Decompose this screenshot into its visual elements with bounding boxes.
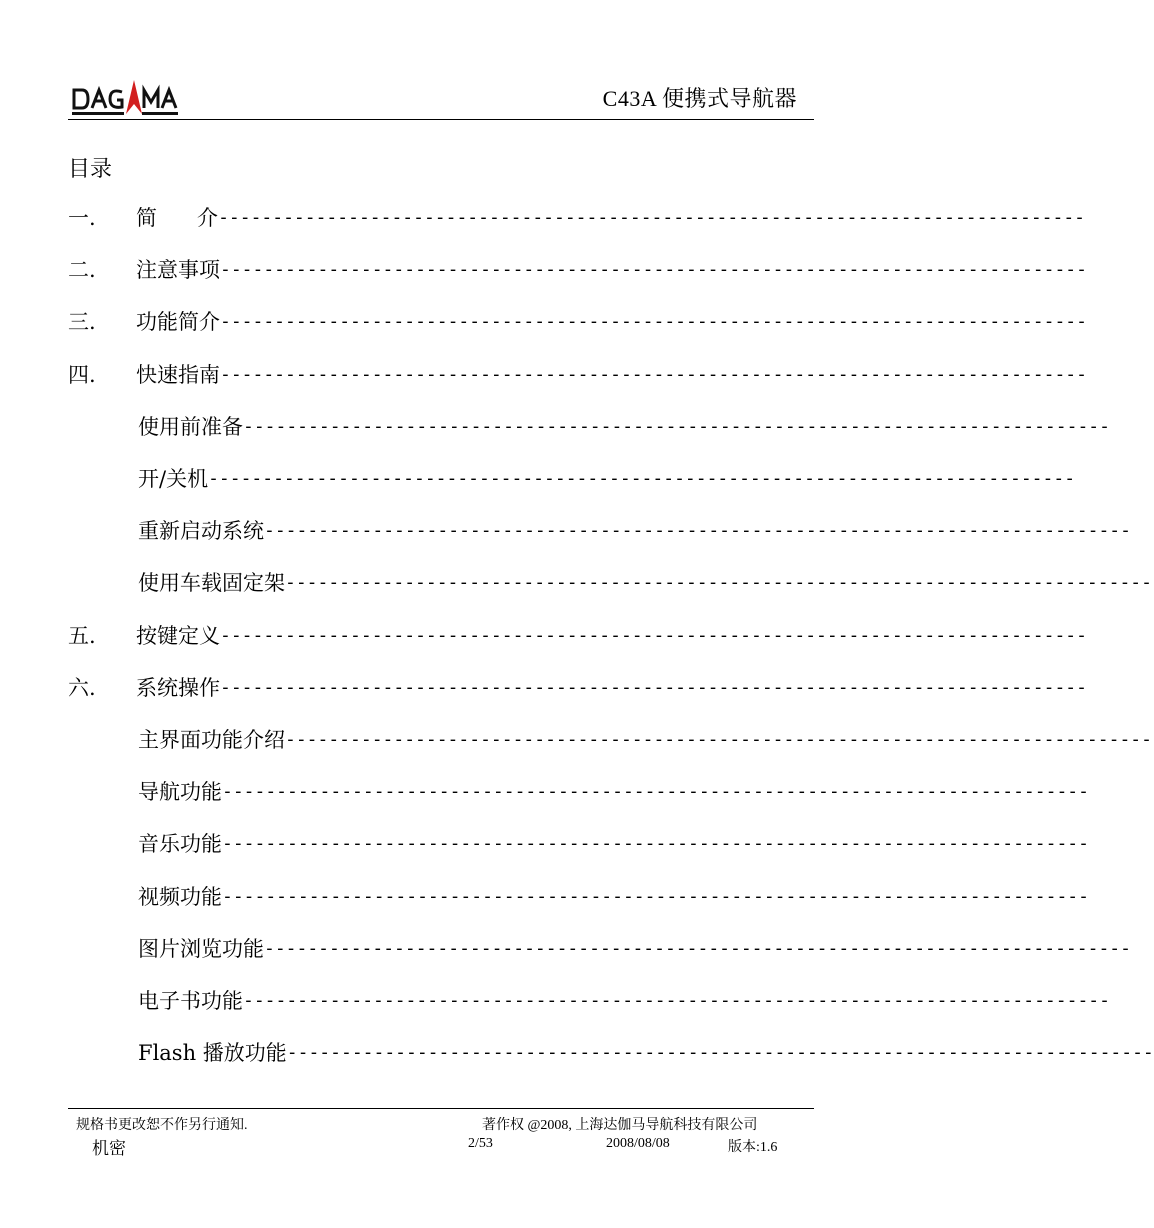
toc-leader-dashes: -------------------------------------------------------------------------------- — [220, 363, 1087, 385]
toc-entry-title: 简 介 — [136, 206, 219, 230]
toc-entry — [68, 463, 1076, 493]
toc-leader-dashes: -------------------------------------------------------------------------------- — [220, 676, 1087, 698]
toc-entry-number: 六. — [68, 676, 96, 700]
toc-entry — [68, 672, 1087, 702]
toc-entry-title: 功能简介 — [136, 310, 220, 334]
toc-leader-dashes: -------------------------------------------------------------------------------- — [220, 310, 1087, 332]
toc-entry — [68, 985, 1110, 1015]
toc-entry-number: 一. — [68, 206, 96, 230]
toc-entry — [68, 202, 1086, 232]
toc-entry — [68, 933, 1131, 963]
footer-confidential: 机密 — [92, 1139, 126, 1158]
toc-leader-dashes: -------------------------------------------------------------------------------- — [285, 728, 1152, 750]
footer-copyright: 著作权 @2008, 上海达伽马导航科技有限公司 — [482, 1118, 758, 1133]
toc-entry-number: 二. — [68, 258, 96, 282]
toc-entry-title: 电子书功能 — [138, 989, 243, 1013]
toc-entry — [68, 828, 1089, 858]
toc-entry-title: 注意事项 — [136, 258, 220, 282]
toc-leader-dashes: -------------------------------------------------------------------------------- — [264, 519, 1131, 541]
toc-entry — [68, 254, 1087, 284]
document-title: C43A 便携式导航器 — [602, 86, 797, 111]
footer-version: 版本:1.6 — [728, 1140, 778, 1155]
footer-date: 2008/08/08 — [606, 1136, 670, 1151]
toc-entry — [68, 881, 1089, 911]
toc-entry-title: 系统操作 — [136, 676, 220, 700]
toc-entry — [68, 359, 1087, 389]
toc-entry-number: 五. — [68, 624, 96, 648]
toc-entry — [68, 411, 1110, 441]
toc-entry — [68, 306, 1087, 336]
header-divider — [68, 119, 814, 120]
toc-leader-dashes: -------------------------------------------------------------------------------- — [220, 258, 1087, 280]
toc-leader-dashes: -------------------------------------------------------------------------------- — [222, 832, 1089, 854]
toc-entry-title: 主界面功能介绍 — [138, 728, 285, 752]
toc-leader-dashes: -------------------------------------------------------------------------------- — [220, 624, 1087, 646]
footer-divider — [68, 1108, 814, 1109]
toc-entry-title: 使用前准备 — [138, 415, 243, 439]
dagama-logo — [72, 78, 182, 118]
toc-entry-number: 四. — [68, 363, 96, 387]
toc-entry-number: 三. — [68, 310, 96, 334]
toc-entry — [68, 776, 1089, 806]
toc-entry — [68, 1037, 1154, 1067]
toc-entry-title: 按键定义 — [136, 624, 220, 648]
toc-entry-title: 开/关机 — [138, 467, 209, 491]
toc-leader-dashes: -------------------------------------------------------------------------------- — [243, 415, 1110, 437]
toc-leader-dashes: -------------------------------------------------------------------------------- — [286, 1041, 1154, 1063]
toc-leader-dashes: -------------------------------------------------------------------------------- — [218, 206, 1086, 228]
footer-notice: 规格书更改恕不作另行通知. — [76, 1118, 248, 1133]
toc-entry-title: Flash 播放功能 — [138, 1041, 287, 1065]
toc-entry — [68, 567, 1152, 597]
page-header — [0, 0, 869, 122]
toc-leader-dashes: -------------------------------------------------------------------------------- — [264, 937, 1131, 959]
footer-page-number: 2/53 — [468, 1136, 493, 1151]
toc-entry-title: 导航功能 — [138, 780, 222, 804]
toc-entry-title: 视频功能 — [138, 885, 222, 909]
toc-entry-title: 图片浏览功能 — [138, 937, 264, 961]
toc-leader-dashes: -------------------------------------------------------------------------------- — [222, 780, 1089, 802]
toc-leader-dashes: -------------------------------------------------------------------------------- — [285, 571, 1152, 593]
toc-entry — [68, 620, 1087, 650]
toc-entry-title: 重新启动系统 — [138, 519, 264, 543]
toc-leader-dashes: -------------------------------------------------------------------------------- — [222, 885, 1089, 907]
toc-heading: 目录 — [68, 157, 113, 182]
toc-entry — [68, 515, 1131, 545]
toc-entry-title: 使用车载固定架 — [138, 571, 285, 595]
toc-entry-title: 快速指南 — [136, 363, 220, 387]
toc-leader-dashes: -------------------------------------------------------------------------------- — [243, 989, 1110, 1011]
toc-entry-title: 音乐功能 — [138, 832, 222, 856]
toc-entry — [68, 724, 1152, 754]
toc-leader-dashes: -------------------------------------------------------------------------------- — [208, 467, 1076, 489]
